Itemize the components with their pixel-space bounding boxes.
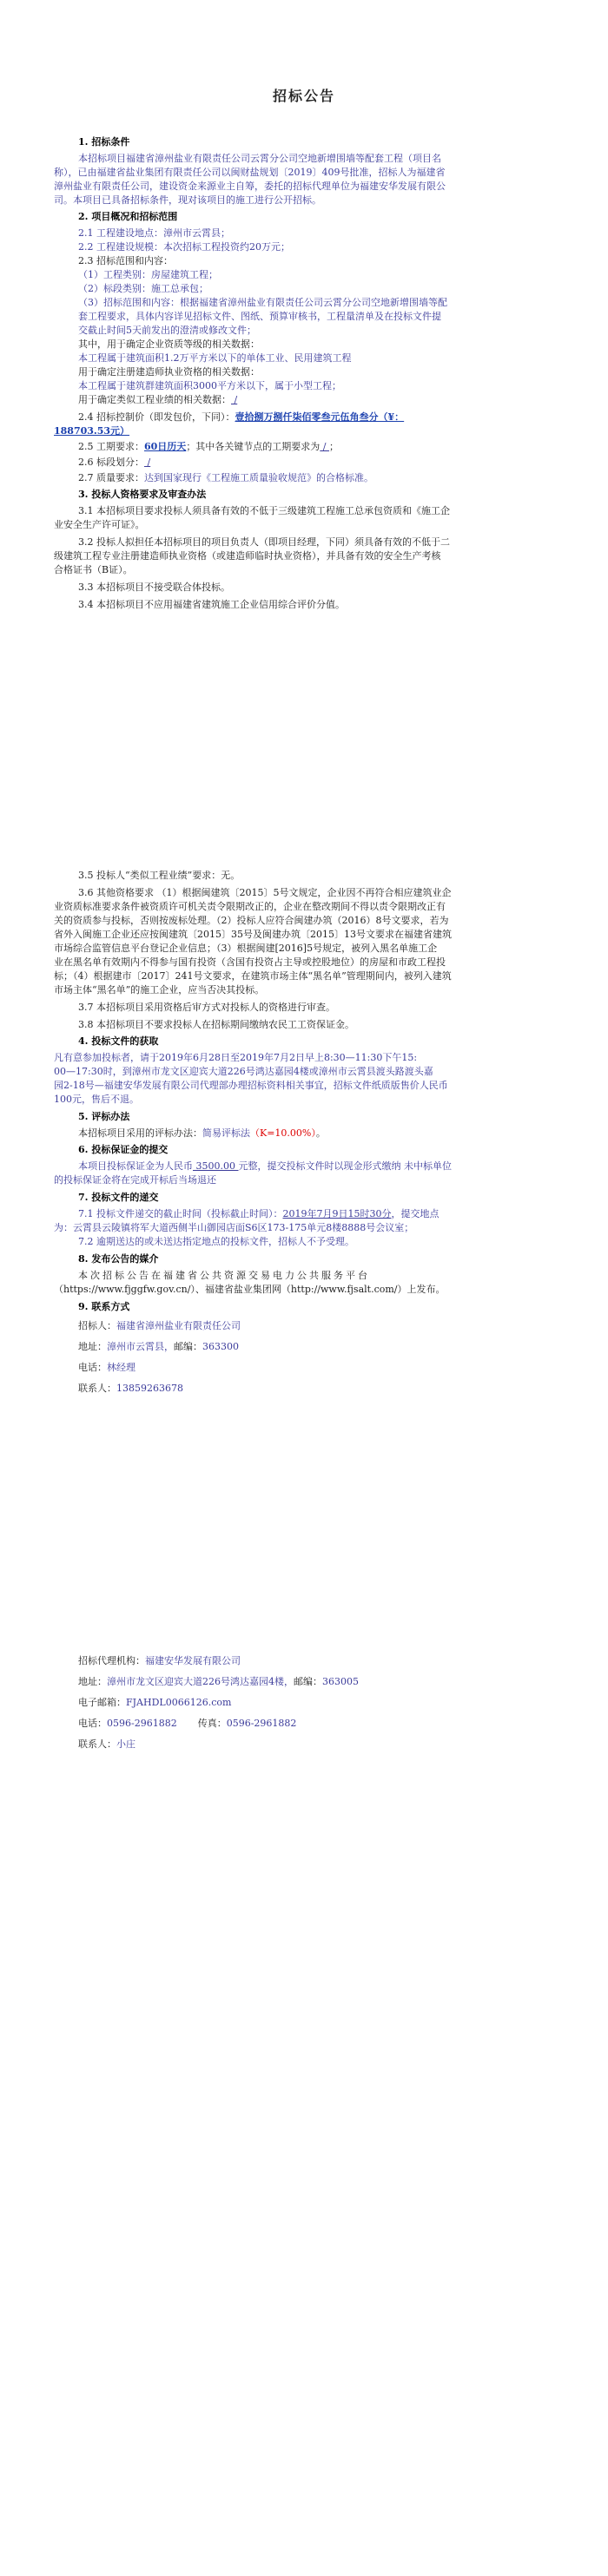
- agency-address: 漳州市龙文区迎宾大道226号鸿达嘉园4楼，: [107, 1676, 294, 1687]
- s3-1b: 业安全生产许可证》。: [54, 519, 145, 530]
- s3-6c: 关的资质参与投标，否则按废标处理。（2）投标人应符合闽建办筑（2016）8号文要求，若为: [54, 915, 449, 926]
- s3-6g: 标；（4）根据建市〔2017〕241号文要求，在建筑市场主体“黑名单”管理期间内，被列入建筑: [54, 970, 452, 982]
- s2-3: 2.3 招标范围和内容：: [78, 255, 173, 266]
- s3-7: 3.7 本招标项目采用资格后审方式对投标人的资格进行审查。: [78, 1002, 335, 1013]
- s4-d: 100元，售后不退。: [54, 1094, 139, 1105]
- section-2-heading: 2. 项目概况和招标范围: [78, 211, 178, 222]
- agency-label: 招标代理机构：: [78, 1655, 145, 1666]
- s2-q1-value: 本工程属于建筑面积1.2万平方米以下的单体工业、民用建筑工程: [78, 352, 352, 364]
- s9-tenderer: 福建省漳州盐业有限责任公司: [116, 1320, 241, 1331]
- s5-line: [78, 1127, 326, 1139]
- s2-7-value: 达到国家现行《工程施工质量验收规范》的合格标准。: [144, 472, 373, 483]
- s9-tenderer-label: 招标人：: [78, 1320, 116, 1331]
- agency-email: FJAHDL0066126.com: [126, 1697, 232, 1708]
- s2-5-duration: 60日历天: [144, 441, 187, 452]
- s2-2: 2.2 工程建设规模：本次招标工程投资约20万元；: [78, 241, 290, 253]
- agency-postcode-label: 邮编：: [294, 1676, 322, 1687]
- s7-1-address: 为：云霄县云陵镇将军大道西侧半山御园店面S6区173-175单元8楼8888号会议室；: [54, 1222, 414, 1233]
- agency-row-4: [78, 1718, 296, 1729]
- agency-phone: 0596-2961882: [107, 1718, 177, 1729]
- s2-3-3c: 交截止时间5天前发出的澄清或修改文件；: [78, 325, 256, 336]
- s1-line-4: 司。本项目已具备招标条件，现对该项目的施工进行公开招标。: [54, 194, 321, 206]
- s4-b: 00—17:30时，到漳州市龙文区迎宾大道226号鸿达嘉园4楼或漳州市云霄县渡头路渡头嘉: [54, 1066, 433, 1077]
- s2-q3-label: 用于确定类似工程业绩的相关数据：: [78, 394, 231, 405]
- s6-rest: 元整，提交投标文件时以现金形式缴纳 未中标单位: [238, 1160, 452, 1172]
- s2-q2: 用于确定注册建造师执业资格的相关数据：: [78, 366, 260, 378]
- s7-2: 7.2 逾期送达的或未送达指定地点的投标文件，招标人不予受理。: [78, 1236, 354, 1247]
- s9-postcode-label: 邮编：: [174, 1341, 202, 1352]
- s8-b: （https://www.fjggfw.gov.cn/）、福建省盐业集团网（http://www.fjsalt.com/）上发布。: [54, 1284, 446, 1295]
- s3-8: 3.8 本招标项目不要求投标人在招标期间缴纳农民工工资保证金。: [78, 1019, 354, 1030]
- s3-6b: 业资质标准要求条件被资质许可机关责令限期改正的，企业在整改期间不得以责令限期改正有: [54, 901, 446, 912]
- s5-label: 本招标项目采用的评标办法：: [78, 1127, 202, 1139]
- s7-1-rest: ，提交地点: [391, 1208, 439, 1219]
- s1-line-1: 本招标项目福建省漳州盐业有限责任公司云霄分公司空地新增围墙等配套工程（项目名: [78, 153, 441, 164]
- agency-row-1: [78, 1655, 241, 1666]
- s2-5-end: ；: [329, 441, 340, 452]
- agency-fax-label: 传真：: [197, 1718, 227, 1729]
- s2-5-mid: ；其中各关键节点的工期要求为: [186, 441, 321, 452]
- s2-5-label: 2.5 工期要求：: [78, 441, 144, 452]
- section-6-heading: 6. 投标保证金的提交: [78, 1144, 169, 1155]
- s4-a: 凡有意参加投标者，请于2019年6月28日至2019年7月2日早上8:30—11:30下午15:: [54, 1052, 418, 1063]
- section-5-heading: 5. 评标办法: [78, 1111, 130, 1122]
- agency-row-5: [78, 1738, 135, 1750]
- section-4-heading: 4. 投标文件的获取: [78, 1035, 159, 1047]
- s9-row-4: [78, 1383, 183, 1394]
- s1-line-3: 漳州盐业有限责任公司，建设资金来源业主自筹，委托的招标代理单位为福建安华发展有限公: [54, 181, 446, 192]
- s8-a: 本次招标公告在福建省公共资源交易电力公共服务平台: [78, 1270, 370, 1281]
- s2-3-2: （2）标段类别：施工总承包；: [78, 283, 208, 294]
- agency-row-2: [78, 1676, 359, 1687]
- s9-address: 漳州市云霄县，: [107, 1341, 174, 1352]
- page-title: 招标公告: [272, 88, 335, 104]
- s3-6h: 市场主体“黑名单”的施工企业，应当否决其投标。: [54, 984, 265, 996]
- section-1-heading: 1. 招标条件: [78, 136, 130, 148]
- s2-5-nodes: /: [320, 441, 330, 452]
- s2-q3: [78, 394, 237, 405]
- s2-6: [78, 457, 150, 468]
- s9-row-3: [78, 1362, 135, 1373]
- s1-line-2: 称），已由福建省盐业集团有限责任公司以闽财盐规划〔2019〕409号批准，招标人为福建省: [54, 167, 446, 178]
- agency-name: 福建安华发展有限公司: [145, 1655, 241, 1666]
- s3-6e: 市场综合监管信息平台登记企业信息；（3）根据闽建[2016]5号规定，被列入黑名单施工企: [54, 943, 438, 954]
- s6-line-1: [78, 1160, 452, 1172]
- s5-method: 简易评标法: [202, 1127, 250, 1139]
- s2-q3-value: /: [231, 394, 238, 405]
- s9-contact: 13859263678: [116, 1383, 183, 1394]
- s2-6-label: 2.6 标段划分：: [78, 457, 144, 468]
- s2-7: [78, 472, 373, 483]
- s2-q2-value: 本工程属于建筑群建筑面积3000平方米以下，属于小型工程；: [78, 380, 341, 391]
- section-8-heading: 8. 发布公告的媒介: [78, 1253, 159, 1265]
- agency-contact-label: 联系人：: [78, 1738, 116, 1750]
- s3-2b: 级建筑工程专业注册建造师执业资格（或建造师临时执业资格），并具备有效的安全生产考核: [54, 550, 441, 562]
- s2-4-label: 2.4 招标控制价（即发包价，下同）：: [78, 411, 235, 423]
- agency-phone-label: 电话：: [78, 1718, 107, 1729]
- s6-amount: 3500.00: [193, 1160, 239, 1172]
- agency-postcode: 363005: [322, 1676, 359, 1687]
- s2-4-price-number: 188703.53元）: [54, 425, 130, 437]
- s3-5: 3.5 投标人“类似工程业绩”要求：无。: [78, 870, 241, 881]
- s3-6f: 业在黑名单有效期内不得参与国有投资（含国有投资占主导或控股地位）的房屋和市政工程投: [54, 956, 446, 968]
- s9-phone-label: 电话：: [78, 1362, 107, 1373]
- s7-1: [78, 1208, 439, 1219]
- s3-2a: 3.2 投标人拟担任本招标项目的项目负责人（即项目经理，下同）须具备有效的不低于二: [78, 536, 450, 548]
- s6-label: 本项目投标保证金为人民币: [78, 1160, 193, 1172]
- s2-4: [78, 411, 404, 423]
- s9-row-1: [78, 1320, 241, 1331]
- s7-1-label: 7.1 投标文件递交的截止时间（投标截止时间）：: [78, 1208, 283, 1219]
- s9-address-label: 地址：: [78, 1341, 107, 1352]
- s2-6-value: /: [144, 457, 151, 468]
- s2-3-3b: 套工程要求，具体内容详见招标文件、图纸、预算审核书，工程量清单及在投标文件提: [78, 311, 441, 322]
- s2-1: 2.1 工程建设地点：漳州市云霄县；: [78, 227, 230, 239]
- agency-email-label: 电子邮箱：: [78, 1697, 126, 1708]
- s3-2c: 合格证书（B证）。: [54, 564, 133, 575]
- agency-address-label: 地址：: [78, 1676, 107, 1687]
- s3-6a: 3.6 其他资格要求 （1）根据闽建筑〔2015〕5号文规定，企业因不再符合相应建筑业企: [78, 887, 452, 898]
- section-7-heading: 7. 投标文件的递交: [78, 1192, 159, 1203]
- s3-6d: 省外入闽施工企业还应按闽建筑〔2015〕35号及闽建办筑〔2015〕13号文要求在福建省建筑: [54, 929, 452, 940]
- s5-end: 。: [315, 1127, 326, 1139]
- s5-k-value: （K=10.00%）: [250, 1127, 316, 1139]
- s3-3: 3.3 本招标项目不接受联合体投标。: [78, 582, 230, 593]
- agency-row-3: [78, 1697, 231, 1708]
- s7-1-deadline: 2019年7月9日15时30分: [282, 1208, 392, 1219]
- s2-3-1: （1）工程类别：房屋建筑工程；: [78, 269, 218, 280]
- s9-phone: 林经理: [107, 1362, 135, 1373]
- s2-5: [78, 441, 339, 452]
- s3-4: 3.4 本招标项目不应用福建省建筑施工企业信用综合评价分值。: [78, 599, 345, 610]
- s3-1a: 3.1 本招标项目要求投标人须具备有效的不低于三级建筑工程施工总承包资质和《施工企: [78, 505, 450, 516]
- s9-row-2: [78, 1341, 239, 1352]
- s2-3-3a: （3）招标范围和内容：根据福建省漳州盐业有限责任公司云霄分公司空地新增围墙等配: [78, 297, 447, 308]
- s2-4-price-words: 壹拾捌万捌仟柒佰零叁元伍角叁分（¥：: [235, 411, 405, 423]
- agency-contact: 小庄: [116, 1738, 135, 1750]
- s2-q1: 其中，用于确定企业资质等级的相关数据：: [78, 338, 260, 350]
- s9-postcode: 363300: [202, 1341, 239, 1352]
- section-3-heading: 3. 投标人资格要求及审查办法: [78, 489, 207, 500]
- s9-contact-label: 联系人：: [78, 1383, 116, 1394]
- s2-7-label: 2.7 质量要求：: [78, 472, 144, 483]
- s6-line-2: 的投标保证金将在完成开标后当场退还: [54, 1174, 216, 1186]
- s4-c: 园2-18号—福建安华发展有限公司代理部办理招标资料相关事宜，招标文件纸质版售价人民币: [54, 1080, 448, 1091]
- agency-fax: 0596-2961882: [226, 1718, 297, 1729]
- section-9-heading: 9. 联系方式: [78, 1301, 130, 1312]
